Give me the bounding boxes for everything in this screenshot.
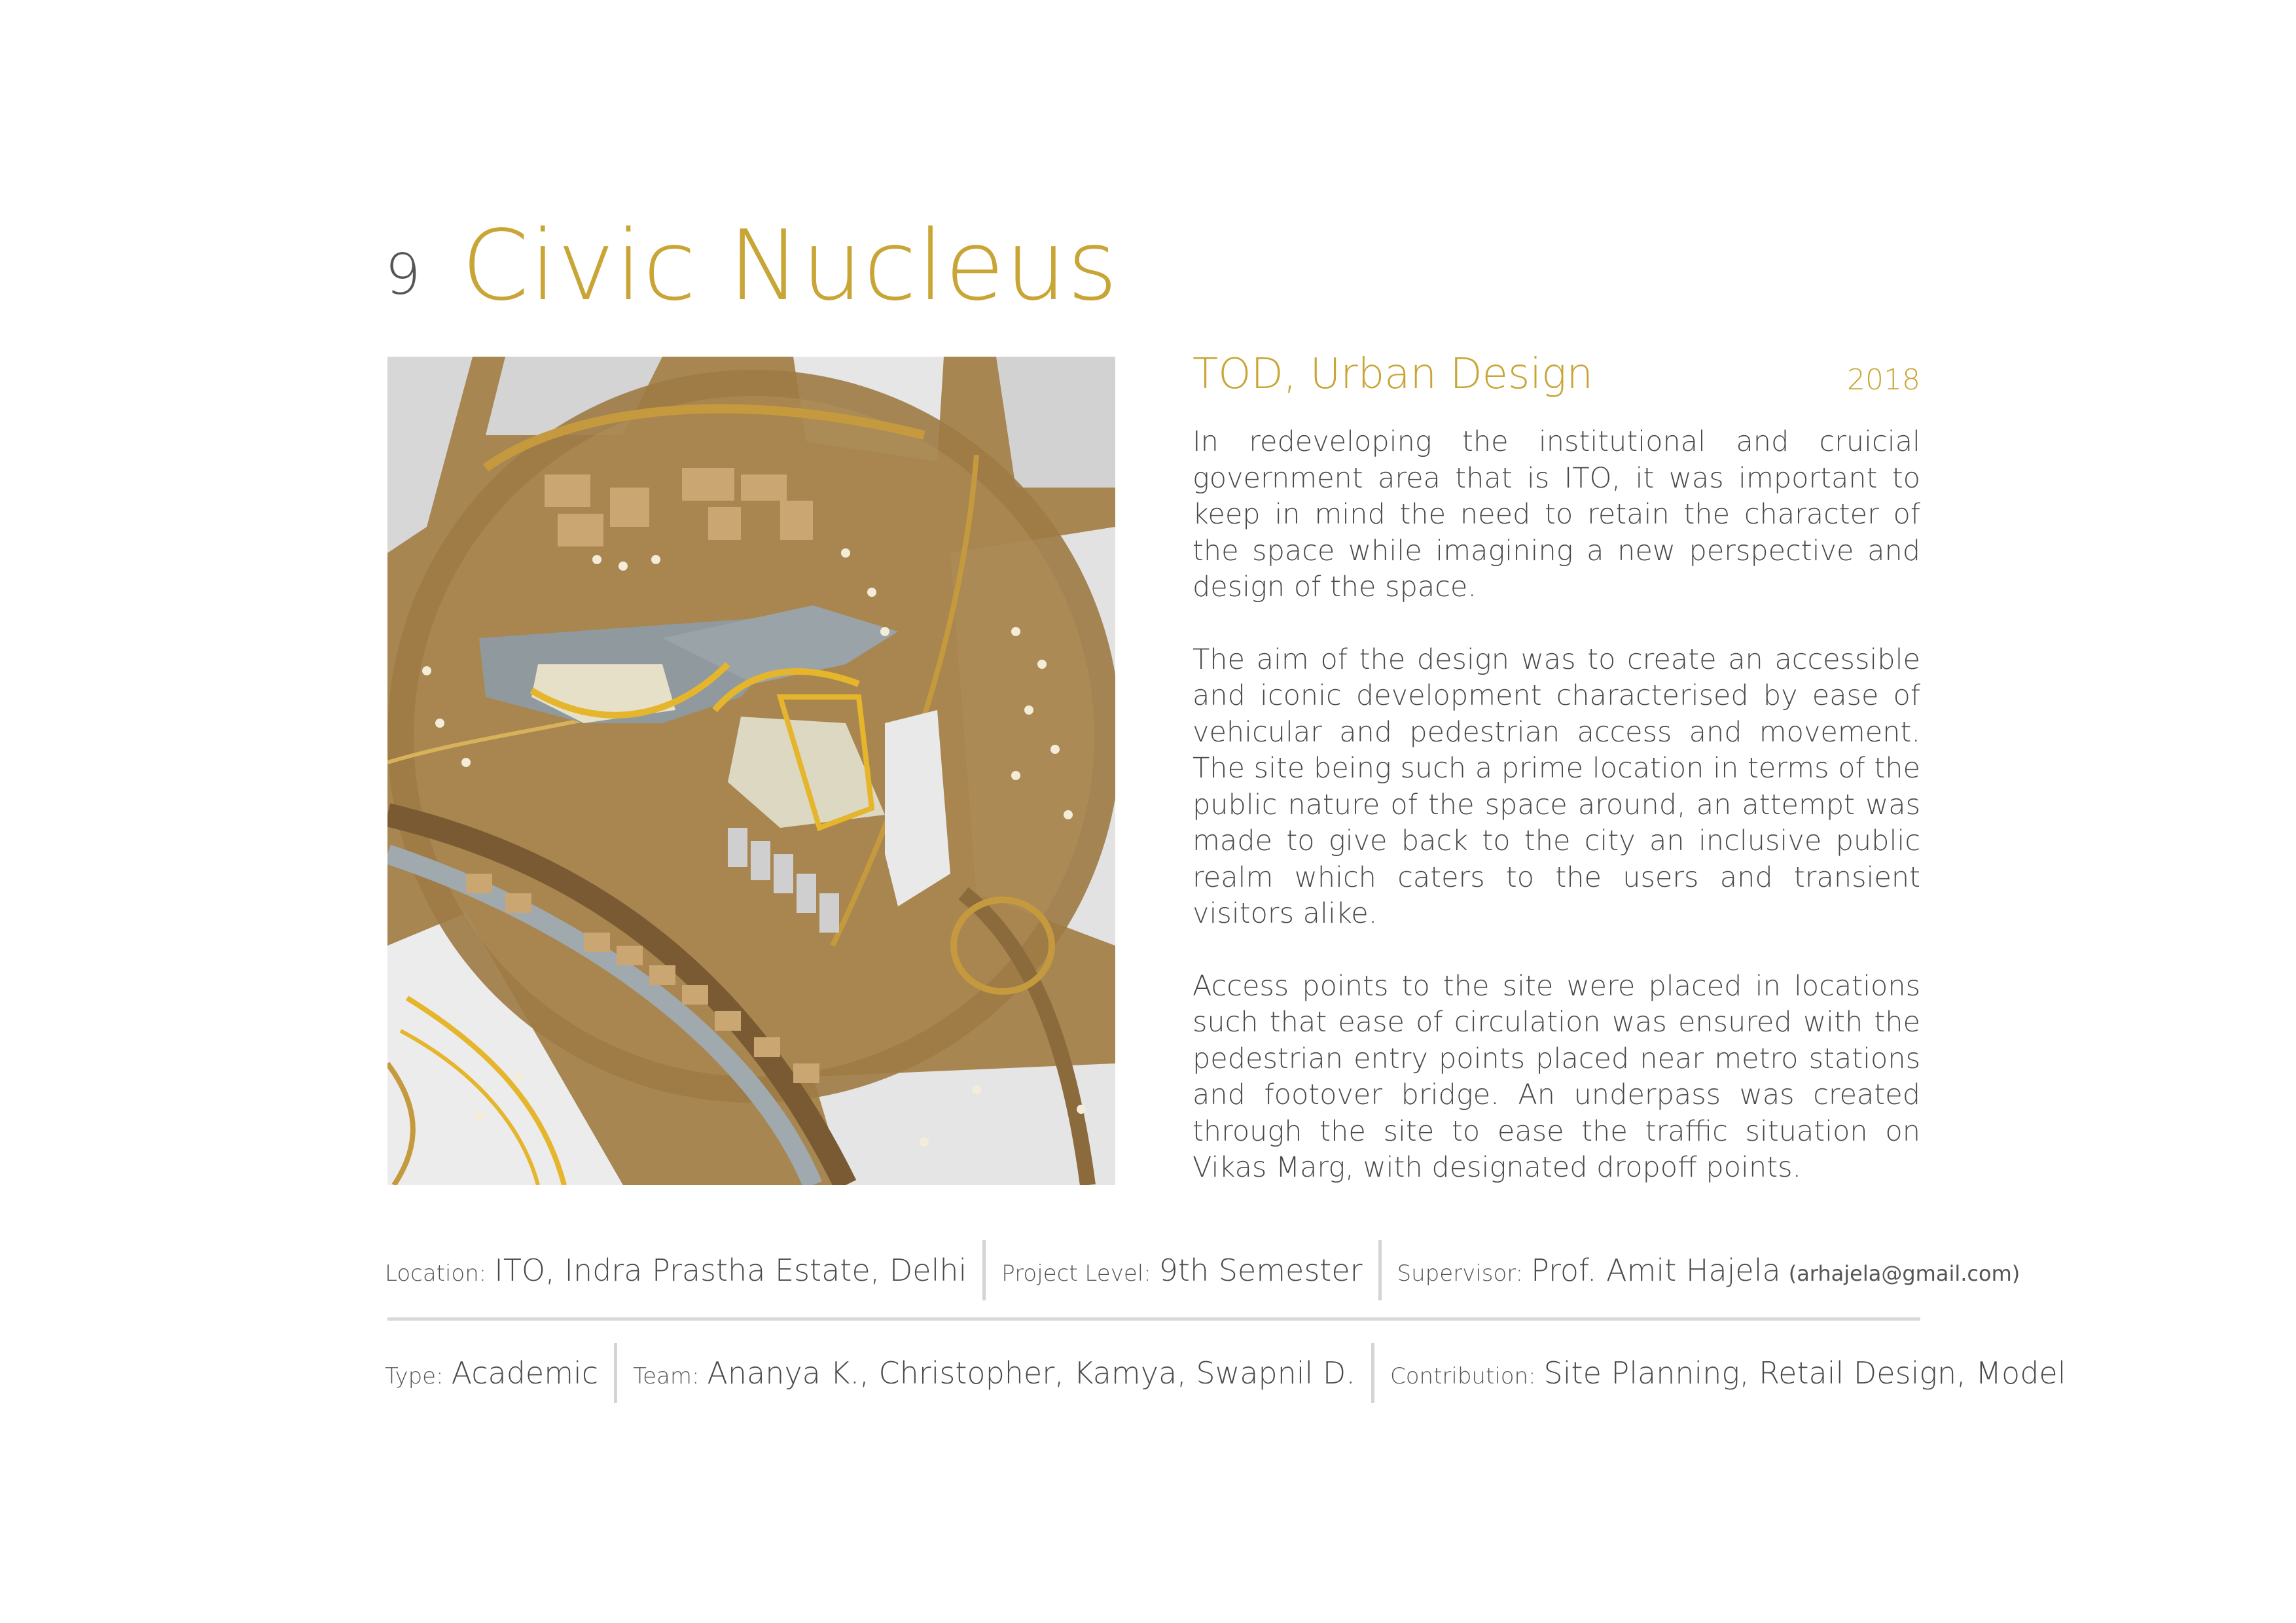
project-level-label: Project Level: bbox=[1001, 1260, 1151, 1287]
team-value: Ananya K., Christopher, Kamya, Swapnil D. bbox=[707, 1355, 1355, 1391]
supervisor-email: (arhajela@gmail.com) bbox=[1788, 1261, 2020, 1286]
description-paragraph: In redeveloping the institutional and cruicial government area that is ITO, it was important to keep in mind the need to retain the character of the space while imagining a new perspective and design of the space. bbox=[1193, 425, 1920, 603]
project-subtitle: TOD, Urban Design bbox=[1193, 350, 1594, 399]
location-info bbox=[385, 1253, 967, 1288]
description-paragraph: Access points to the site were placed in locations such that ease of circulation was ensured with the pedestrian entry points placed near metro stations and footover bridge. An underpass was created through the site to ease the traffic situation on Vikas Marg, with designated dropoff points. bbox=[1193, 969, 1920, 1184]
location-value: ITO, Indra Prastha Estate, Delhi bbox=[494, 1253, 967, 1288]
contribution-info bbox=[1390, 1355, 2066, 1391]
contribution-label: Contribution: bbox=[1390, 1363, 1536, 1389]
type-value: Academic bbox=[451, 1355, 599, 1391]
project-level-value: 9th Semester bbox=[1158, 1253, 1363, 1288]
site-model-illustration bbox=[387, 357, 1115, 1185]
project-description bbox=[1193, 424, 1920, 1222]
project-title: Civic Nucleus bbox=[461, 209, 1119, 322]
type-label: Type: bbox=[385, 1363, 444, 1389]
info-row-top bbox=[385, 1239, 2020, 1302]
contribution-value: Site Planning, Retail Design, Model bbox=[1543, 1355, 2066, 1391]
supervisor-value: Prof. Amit Hajela bbox=[1531, 1253, 1781, 1288]
supervisor-label: Supervisor: bbox=[1397, 1260, 1524, 1287]
team-info bbox=[633, 1355, 1355, 1391]
supervisor-info bbox=[1397, 1253, 2020, 1288]
project-level-info bbox=[1001, 1253, 1362, 1288]
description-paragraph: The aim of the design was to create an accessible and iconic development characterised by ease of vehicular and pedestrian access and movement. The site being such a prime location in terms of the public nature of the space around, an attempt was made to give back to the city an inclusive public realm which caters to the users and transient visitors alike. bbox=[1193, 643, 1920, 930]
divider bbox=[614, 1343, 617, 1403]
divider bbox=[982, 1240, 986, 1300]
divider bbox=[1371, 1343, 1374, 1403]
team-label: Team: bbox=[633, 1363, 700, 1389]
divider bbox=[1378, 1240, 1382, 1300]
type-info bbox=[385, 1355, 598, 1391]
info-row-bottom bbox=[385, 1342, 2066, 1404]
site-model-photo bbox=[387, 357, 1115, 1185]
project-year: 2018 bbox=[1847, 363, 1920, 397]
location-label: Location: bbox=[385, 1260, 487, 1287]
horizontal-rule bbox=[387, 1317, 1920, 1321]
project-number: 9 bbox=[385, 242, 422, 308]
